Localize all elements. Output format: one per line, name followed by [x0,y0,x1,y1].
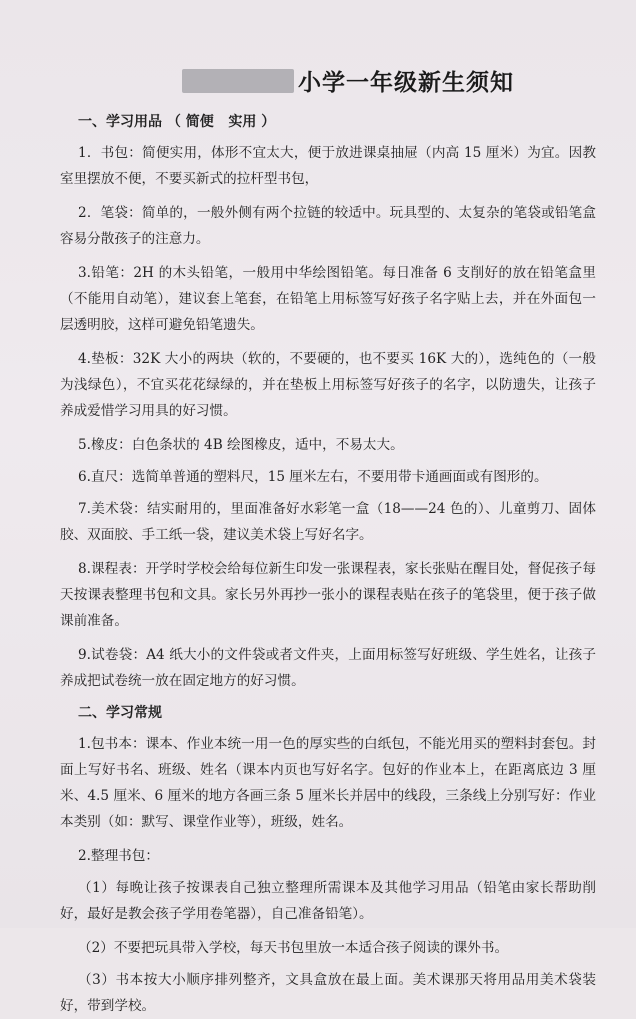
section-heading-routine: 二、学习常规 [78,705,162,721]
paragraph-schoolbag: 1．书包：简便实用，体形不宜太大，便于放进课桌抽屉（内高 15 厘米）为宜。因教室里摆放不便，不要买新式的拉杆型书包， [60,145,596,187]
paragraph-timetable: 8.课程表：开学时学校会给每位新生印发一张课程表，家长张贴在醒目处，督促孩子每天按课表整理书包和文具。家长另外再抄一张小的课程表贴在孩子的笔袋里，便于孩子做课前准备。 [60,561,596,629]
paragraph-organize-item-2: （2）不要把玩具带入学校，每天书包里放一本适合孩子阅读的课外书。 [78,940,509,956]
paragraph-pencil-case: 2．笔袋：简单的，一般外侧有两个拉链的较适中。玩具型的、太复杂的笔袋或铅笔盒容易分散孩子的注意力。 [60,205,596,247]
paragraph-eraser: 5.橡皮：白色条状的 4B 绘图橡皮，适中，不易太大。 [78,437,404,453]
paragraph-organize-item-3: （3）书本按大小顺序排列整齐，文具盒放在最上面。美术课那天将用品用美术袋装好，带到学校。 [60,972,596,1014]
paragraph-art-bag: 7.美术袋：结实耐用的，里面准备好水彩笔一盒（18——24 色的）、儿童剪刀、固体胶、双面胶、手工纸一袋，建议美术袋上写好名字。 [60,501,596,543]
redacted-school-name [182,69,294,93]
paragraph-organize-item-1: （1）每晚让孩子按课表自己独立整理所需课本及其他学习用品（铅笔由家长帮助削好，最好是教会孩子学用卷笔器），自己准备铅笔）。 [60,880,596,922]
paragraph-test-folder: 9.试卷袋：A4 纸大小的文件袋或者文件夹，上面用标签写好班级、学生姓名，让孩子养成把试卷统一放在固定地方的好习惯。 [60,647,596,689]
title-row [100,64,596,97]
paragraph-ruler: 6.直尺：选简单普通的塑料尺，15 厘米左右，不要用带卡通画面或有图形的。 [78,469,548,485]
paragraph-pad: 4.垫板：32K 大小的两块（软的，不要硬的，也不要买 16K 大的），选纯色的（一般为浅绿色），不宜买花花绿绿的，并在垫板上用标签写好孩子的名字，以防遗失，让孩子养成爱惜学习用具的好习惯。 [60,351,596,419]
paragraph-cover-books: 1.包书本：课本、作业本统一用一色的厚实些的白纸包，不能光用买的塑料封套包。封面上写好书名、班级、姓名（课本内页也写好名字。包好的作业本上，在距离底边 3 厘米、4.5 厘米、6 厘米的地方各画三条 5 厘米长并居中的线段，三条线上分别写好：作业本类别（如：默写、课堂作业等），班级，姓名。 [60,736,596,830]
section-heading-supplies: 一、学习用品 （ 简便 实用 ） [78,114,276,130]
document-title: 小学一年级新生须知 [298,69,514,96]
paragraph-organize-bag: 2.整理书包： [78,848,159,864]
paragraph-pencil: 3.铅笔：2H 的木头铅笔，一般用中华绘图铅笔。每日准备 6 支削好的放在铅笔盒里（不能用自动笔），建议套上笔套，在铅笔上用标签写好孩子名字贴上去，并在外面包一层透明胶，这样可避免铅笔遗失。 [60,265,596,333]
